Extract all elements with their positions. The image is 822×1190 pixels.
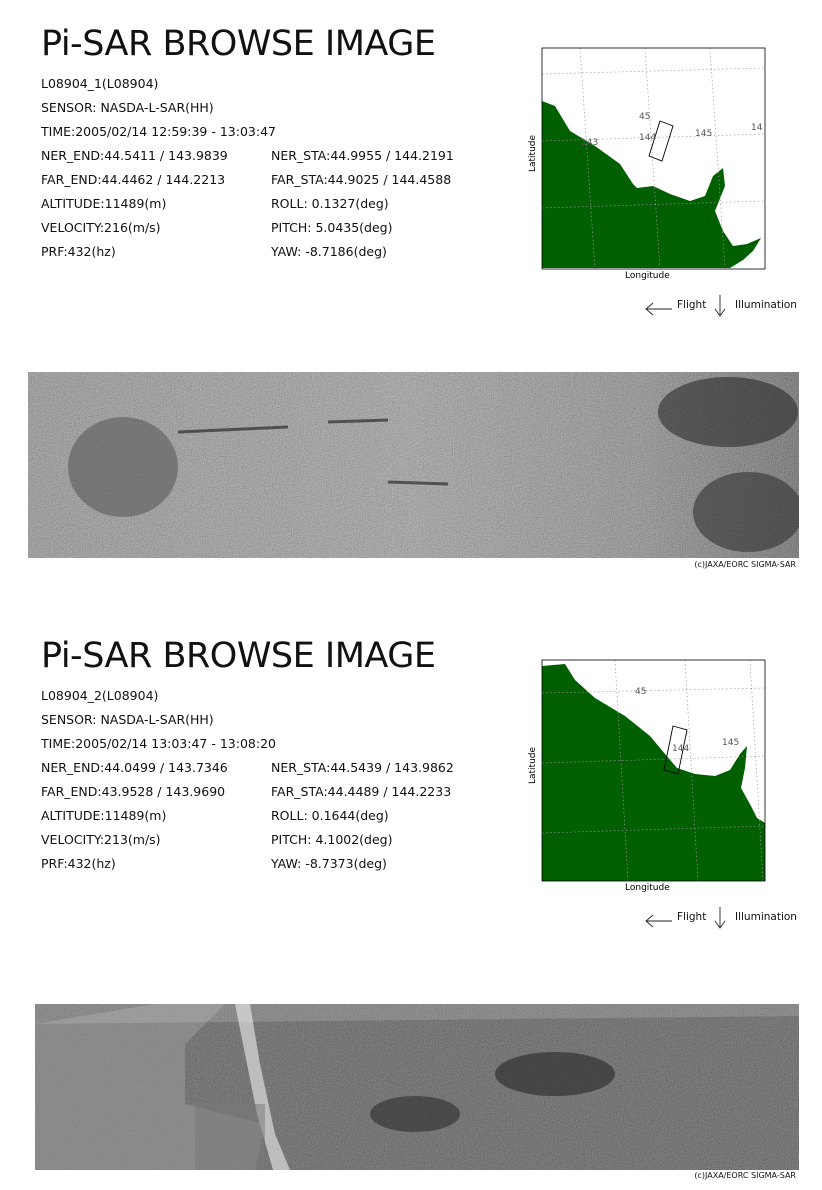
yaw: YAW: -8.7186(deg) bbox=[271, 244, 387, 259]
direction-legend bbox=[640, 292, 810, 322]
coastline-land bbox=[542, 101, 761, 268]
map-ylabel: Latitude bbox=[528, 746, 538, 784]
far-end: FAR_END:43.9528 / 143.9690 bbox=[41, 784, 226, 799]
coastline-land bbox=[542, 664, 765, 881]
location-map bbox=[525, 46, 770, 286]
browse-record-2 bbox=[0, 612, 822, 1190]
grid-label: 145 bbox=[695, 129, 713, 139]
flight-label: Flight bbox=[677, 299, 707, 311]
flight-arrow-icon bbox=[642, 904, 674, 934]
direction-legend bbox=[640, 904, 810, 934]
location-map bbox=[525, 658, 770, 898]
illumination-label: Illumination bbox=[735, 299, 797, 311]
grid-label: 45 bbox=[635, 687, 647, 697]
copyright: (c)JAXA/EORC SIGMA-SAR bbox=[694, 560, 796, 569]
illumination-arrow-icon bbox=[711, 904, 729, 934]
grid-label: 144 bbox=[672, 744, 690, 754]
roll: ROLL: 0.1327(deg) bbox=[271, 196, 389, 211]
map-xlabel: Longitude bbox=[625, 883, 670, 893]
far-sta: FAR_STA:44.4489 / 144.2233 bbox=[271, 784, 452, 799]
far-sta: FAR_STA:44.9025 / 144.4588 bbox=[271, 172, 452, 187]
grid-label: 143 bbox=[581, 138, 599, 148]
map-ylabel: Latitude bbox=[528, 134, 538, 172]
copyright: (c)JAXA/EORC SIGMA-SAR bbox=[694, 1171, 796, 1180]
far-end: FAR_END:44.4462 / 144.2213 bbox=[41, 172, 226, 187]
ner-sta: NER_STA:44.5439 / 143.9862 bbox=[271, 760, 454, 775]
ner-end: NER_END:44.0499 / 143.7346 bbox=[41, 760, 228, 775]
location-map-svg bbox=[525, 46, 770, 286]
flight-label: Flight bbox=[677, 911, 707, 923]
grid-label: 45 bbox=[639, 112, 651, 122]
grid-label: 145 bbox=[722, 738, 740, 748]
illumination-label: Illumination bbox=[735, 911, 797, 923]
yaw: YAW: -8.7373(deg) bbox=[271, 856, 387, 871]
page-title: Pi-SAR BROWSE IMAGE bbox=[41, 24, 436, 64]
prf: PRF:432(hz) bbox=[41, 244, 116, 259]
grid-label: 144 bbox=[639, 133, 657, 143]
sar-image-strip bbox=[35, 1004, 799, 1170]
sensor: SENSOR: NASDA-L-SAR(HH) bbox=[41, 100, 214, 115]
roll: ROLL: 0.1644(deg) bbox=[271, 808, 389, 823]
ner-sta: NER_STA:44.9955 / 144.2191 bbox=[271, 148, 454, 163]
scene-id: L08904_2(L08904) bbox=[41, 688, 159, 703]
scene-id: L08904_1(L08904) bbox=[41, 76, 159, 91]
altitude: ALTITUDE:11489(m) bbox=[41, 196, 167, 211]
grid-label: 14 bbox=[751, 123, 763, 133]
acquisition-time: TIME:2005/02/14 12:59:39 - 13:03:47 bbox=[41, 124, 276, 139]
ner-end: NER_END:44.5411 / 143.9839 bbox=[41, 148, 228, 163]
page-title: Pi-SAR BROWSE IMAGE bbox=[41, 636, 436, 676]
sar-image bbox=[35, 1004, 799, 1170]
acquisition-time: TIME:2005/02/14 13:03:47 - 13:08:20 bbox=[41, 736, 276, 751]
prf: PRF:432(hz) bbox=[41, 856, 116, 871]
location-map-svg bbox=[525, 658, 770, 898]
sar-image bbox=[28, 372, 799, 558]
flight-arrow-icon bbox=[642, 292, 674, 322]
sar-image-strip bbox=[28, 372, 799, 558]
velocity: VELOCITY:216(m/s) bbox=[41, 220, 161, 235]
pitch: PITCH: 4.1002(deg) bbox=[271, 832, 393, 847]
map-xlabel: Longitude bbox=[625, 271, 670, 281]
sensor: SENSOR: NASDA-L-SAR(HH) bbox=[41, 712, 214, 727]
illumination-arrow-icon bbox=[711, 292, 729, 322]
velocity: VELOCITY:213(m/s) bbox=[41, 832, 161, 847]
pitch: PITCH: 5.0435(deg) bbox=[271, 220, 393, 235]
altitude: ALTITUDE:11489(m) bbox=[41, 808, 167, 823]
